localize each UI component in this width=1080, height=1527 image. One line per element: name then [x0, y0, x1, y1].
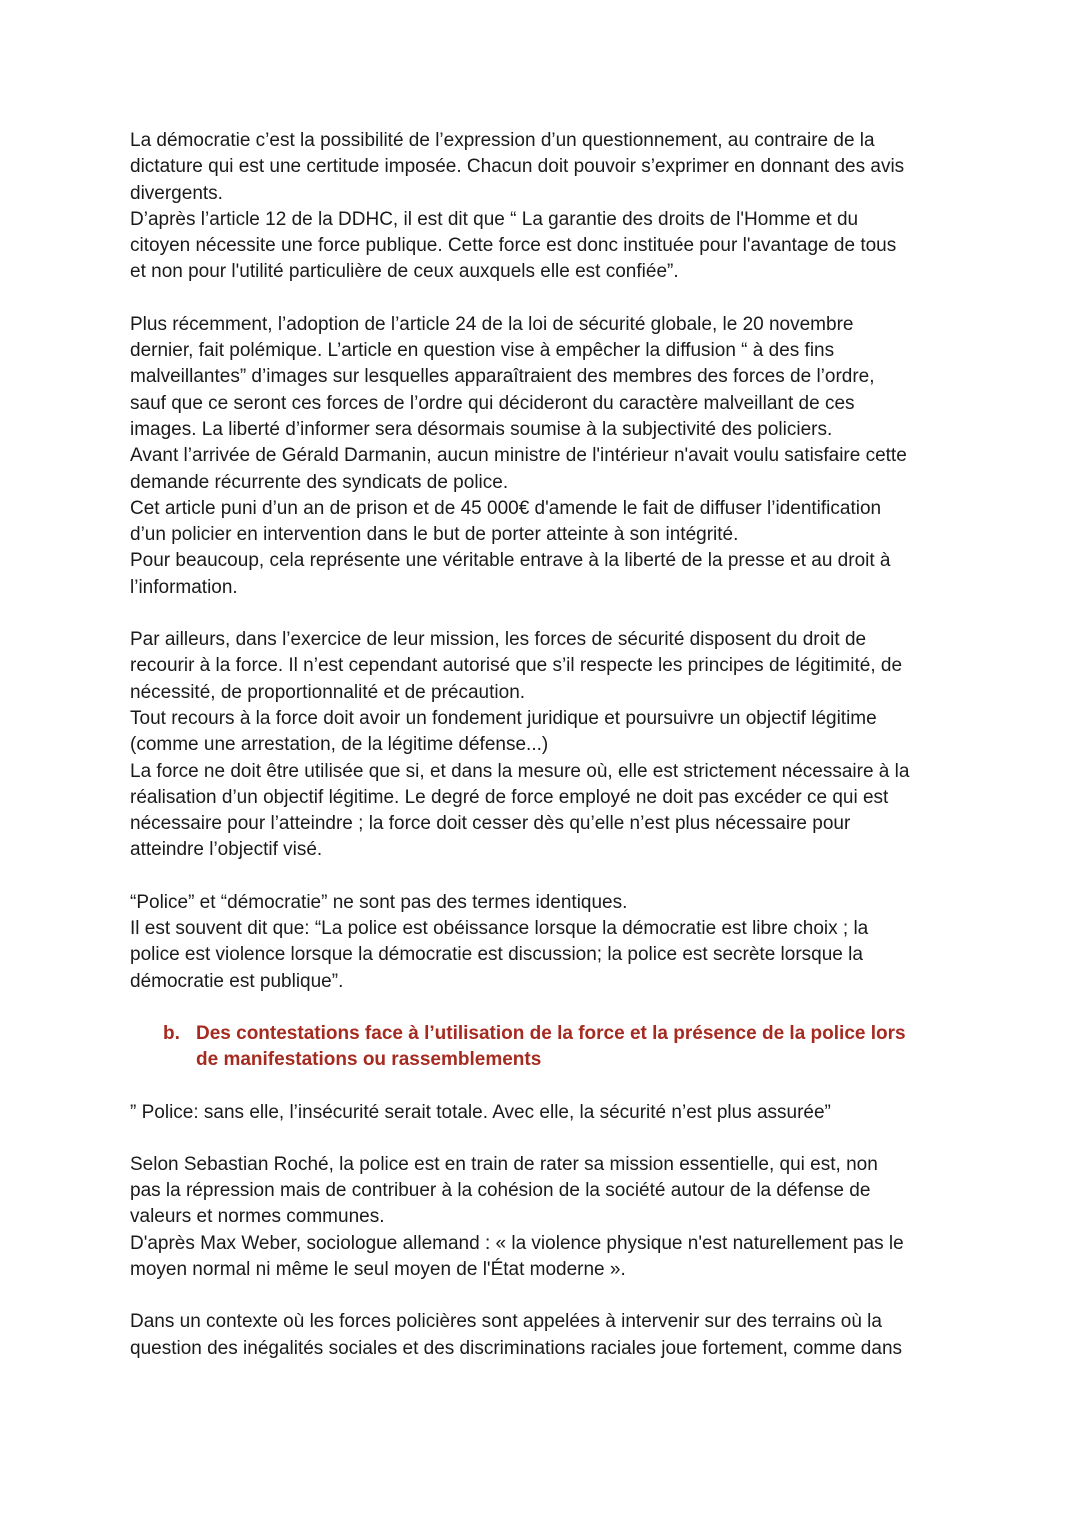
text-line: l’information. — [130, 576, 238, 598]
paragraph-citation — [130, 1100, 960, 1126]
text-line: demande récurrente des syndicats de police. — [130, 471, 509, 493]
paragraph-gap — [130, 995, 960, 1021]
text-line: Pour beaucoup, cela représente une véritable entrave à la liberté de la presse et au droit à — [130, 550, 891, 572]
text-line: recourir à la force. Il n’est cependant autorisé que s’il respecte les principes de légitimité, de — [130, 655, 903, 677]
paragraph-gap — [130, 1126, 960, 1152]
text-line: et non pour l'utilité particulière de ceux auxquels elle est confiée”. — [130, 261, 679, 283]
text-line: ” Police: sans elle, l’insécurité serait totale. Avec elle, la sécurité n’est plus assurée” — [130, 1101, 831, 1123]
text-line: Cet article puni d’un an de prison et de 45 000€ d'amende le fait de diffuser l’identification — [130, 497, 882, 519]
text-line: Plus récemment, l’adoption de l’article 24 de la loi de sécurité globale, le 20 novembre — [130, 313, 854, 335]
text-line: D’après l’article 12 de la DDHC, il est dit que “ La garantie des droits de l'Homme et du — [130, 208, 859, 230]
text-line: atteindre l’objectif visé. — [130, 839, 323, 861]
paragraph-gap — [130, 864, 960, 890]
paragraph-gap — [130, 286, 960, 312]
text-line: nécessité, de proportionnalité et de précaution. — [130, 681, 526, 703]
paragraph-police-democratie — [130, 890, 960, 995]
paragraph-gap — [130, 601, 960, 627]
paragraph-democratie — [130, 128, 960, 286]
text-line: Il est souvent dit que: “La police est obéissance lorsque la démocratie est libre choix ; la — [130, 918, 869, 940]
heading-text — [196, 1021, 960, 1074]
text-line: divergents. — [130, 182, 223, 204]
text-line: d’un policier en intervention dans le but de porter atteinte à son intégrité. — [130, 524, 739, 546]
text-line: nécessaire pour l’atteindre ; la force doit cesser dès qu’elle n’est plus nécessaire pour — [130, 813, 851, 835]
text-line: Tout recours à la force doit avoir un fondement juridique et poursuivre un objectif légitime — [130, 707, 877, 729]
document-page — [130, 128, 960, 1362]
text-line: La démocratie c’est la possibilité de l’expression d’un questionnement, au contraire de la — [130, 130, 875, 151]
text-line: dernier, fait polémique. L’article en question vise à empêcher la diffusion “ à des fins — [130, 340, 835, 362]
text-line: pas la répression mais de contribuer à la cohésion de la société autour de la défense de — [130, 1180, 871, 1202]
text-line: dictature qui est une certitude imposée. Chacun doit pouvoir s’exprimer en donnant des avis — [130, 156, 905, 178]
text-line: Avant l’arrivée de Gérald Darmanin, aucun ministre de l'intérieur n'avait voulu satisfaire cette — [130, 445, 907, 467]
heading-line: de manifestations ou rassemblements — [196, 1049, 542, 1071]
paragraph-roche-weber — [130, 1152, 960, 1283]
text-line: images. La liberté d’informer sera désormais soumise à la subjectivité des policiers. — [130, 418, 833, 440]
paragraph-gap — [130, 1283, 960, 1309]
paragraph-usage-force — [130, 627, 960, 864]
heading-marker: b. — [163, 1022, 180, 1044]
text-line: réalisation d’un objectif légitime. Le degré de force employé ne doit pas excéder ce qui est — [130, 786, 889, 808]
text-line: sauf que ce seront ces forces de l’ordre qui décideront du caractère malveillant de ces — [130, 392, 855, 414]
text-line: malveillantes” d’images sur lesquelles apparaîtraient des membres des forces de l’ordre, — [130, 366, 875, 388]
heading-line: Des contestations face à l’utilisation de la force et la présence de la police lors — [196, 1022, 906, 1044]
text-line: question des inégalités sociales et des discriminations raciales joue fortement, comme dans — [130, 1337, 903, 1359]
text-line: Selon Sebastian Roché, la police est en train de rater sa mission essentielle, qui est, non — [130, 1153, 878, 1175]
text-line: police est violence lorsque la démocratie est discussion; la police est secrète lorsque la — [130, 944, 863, 966]
text-line: D'après Max Weber, sociologue allemand : « la violence physique n'est naturellement pas le — [130, 1232, 904, 1254]
section-heading — [163, 1021, 960, 1074]
paragraph-contexte — [130, 1309, 960, 1362]
text-line: valeurs et normes communes. — [130, 1206, 385, 1228]
paragraph-gap — [130, 1074, 960, 1100]
text-line: Dans un contexte où les forces policières sont appelées à intervenir sur des terrains où la — [130, 1311, 882, 1333]
text-line: citoyen nécessite une force publique. Cette force est donc instituée pour l'avantage de tous — [130, 235, 897, 257]
text-line: moyen normal ni même le seul moyen de l'État moderne ». — [130, 1258, 626, 1280]
paragraph-article-24 — [130, 312, 960, 601]
text-line: (comme une arrestation, de la légitime défense...) — [130, 734, 549, 756]
text-line: Par ailleurs, dans l’exercice de leur mission, les forces de sécurité disposent du droit de — [130, 629, 867, 651]
text-line: “Police” et “démocratie” ne sont pas des termes identiques. — [130, 891, 628, 913]
text-line: La force ne doit être utilisée que si, et dans la mesure où, elle est strictement nécessaire à la — [130, 760, 910, 782]
text-line: démocratie est publique”. — [130, 970, 344, 992]
